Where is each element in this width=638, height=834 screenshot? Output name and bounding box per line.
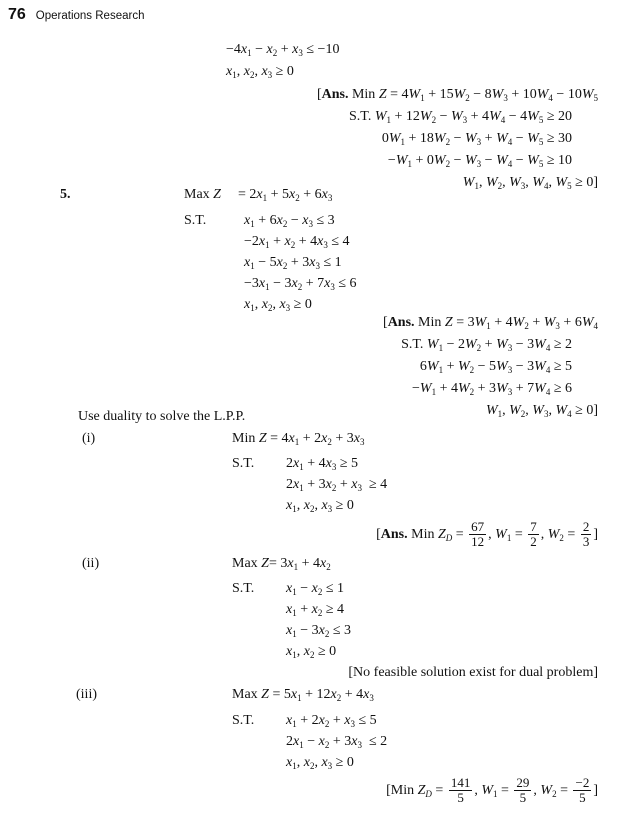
answer-line [412, 380, 572, 398]
fraction [528, 520, 539, 549]
fraction [449, 776, 473, 805]
constraint [286, 455, 358, 473]
subproblem-label: (ii) [82, 556, 100, 571]
constraint [244, 212, 335, 230]
math-line: $x_1$, $x_2$, $x_3 \ge 0$ [226, 64, 294, 80]
constraint [226, 41, 339, 59]
subproblem-label: (iii) [76, 687, 97, 702]
math-line: [Ans. Min $Z_D$ = $\frac{67}{12}$ , $W_1$ = $\frac{7}{2}$ , $W_2$ = $\frac{2}{3}$ ] [376, 519, 598, 550]
fraction [581, 520, 592, 549]
math-line: $x_1$, $x_2$, $x_3 \ge 0$ [286, 498, 354, 514]
math-line: $x_1$, $x_2$, $x_3 \ge 0$ [244, 297, 312, 313]
page-number: 76 [8, 6, 26, 23]
objective [232, 430, 365, 448]
math-line: S.T. $W_1 + 12W_2 - W_3 + 4W_4 - 4W_5 \ge 20$ [349, 109, 572, 125]
math-line: $W_1$, $W_2$, $W_3$, $W_4$, $W_5 \ge 0$] [462, 175, 598, 191]
math-line: $-4x_1 - x_2 + x_3 \le -10$ [226, 42, 340, 58]
math-line: $x_1$, $x_2 \ge 0$ [286, 644, 337, 660]
numerator: 67 [471, 519, 485, 535]
subject-to: S.T. [232, 713, 255, 728]
answer-line: [No feasible solution exist for dual problem] [348, 665, 598, 680]
answer-line [486, 402, 598, 420]
constraint [244, 275, 357, 293]
fraction [573, 776, 591, 805]
answer-line [382, 130, 572, 148]
math-line: = $2x_1 + 5x_2 + 6x_3$ [238, 187, 333, 203]
constraint [286, 580, 344, 598]
fraction [469, 520, 486, 549]
math-line: $0W_1 + 18W_2 - W_3 + W_4 - W_5 \ge 30$ [381, 131, 572, 147]
nonnegativity [286, 643, 336, 661]
problem-number: 5. [60, 187, 71, 202]
math-line: $x_1 - 3x_2 \le 3$ [286, 623, 352, 639]
objective-label [184, 186, 221, 204]
denominator: 5 [579, 790, 586, 806]
math-line: $2x_1 + 3x_2 + x_3 \ge 4$ [286, 477, 388, 493]
math-line: $W_1$, $W_2$, $W_3$, $W_4 \ge 0$] [485, 403, 598, 419]
nonnegativity [286, 497, 354, 515]
numerator: 2 [582, 519, 590, 535]
math-line: [Ans. Min $Z = 3W_1 + 4W_2 + W_3 + 6W_4$ [383, 315, 598, 331]
math-line: $x_1 - x_2 \le 1$ [286, 581, 345, 597]
math-line: $-2x_1 + x_2 + 4x_3 \le 4$ [244, 234, 350, 250]
denominator: 5 [457, 790, 464, 806]
answer-line [388, 152, 572, 170]
numerator: 7 [530, 519, 537, 535]
constraint [286, 622, 351, 640]
math-line: $2x_1 + 4x_3 \ge 5$ [286, 456, 359, 472]
math-line: [Min $Z_D$ = $\frac{141}{5}$ , $W_1$ = $\frac{29}{5}$ , $W_2$ = $\frac{-2}{5}$ ] [386, 775, 598, 806]
answer-line [317, 86, 598, 104]
constraint [286, 601, 344, 619]
math-line: $x_1 + 2x_2 + x_3 \le 5$ [286, 713, 377, 729]
answer-line [420, 358, 572, 376]
section-intro: Use duality to solve the L.P.P. [78, 409, 246, 424]
math-line: $-W_1 + 4W_2 + 3W_3 + 7W_4 \ge 6$ [412, 381, 572, 397]
constraint [286, 712, 377, 730]
math-line: $-3x_1 - 3x_2 + 7x_3 \le 6$ [244, 276, 357, 292]
answer-line [463, 174, 598, 192]
math-line: $6W_1 + W_2 - 5W_3 - 3W_4 \ge 5$ [419, 359, 572, 375]
answer-line [401, 336, 572, 354]
constraint [286, 733, 387, 751]
math-line: $x_1 + 6x_2 - x_3 \le 3$ [244, 213, 335, 229]
math-line: Min $Z = 4x_1 + 2x_2 + 3x_3$ [232, 431, 365, 447]
constraint [286, 476, 387, 494]
running-header [8, 6, 144, 24]
math-line: Max Z [184, 187, 221, 202]
math-line: $2x_1 - x_2 + 3x_3 \le 2$ [286, 734, 388, 750]
subproblem-label: (i) [82, 431, 96, 446]
objective [232, 555, 331, 573]
objective [232, 686, 374, 704]
numerator: −2 [575, 775, 590, 791]
subject-to: S.T. [232, 456, 255, 471]
math-line: Max $Z = 5x_1 + 12x_2 + 4x_3$ [232, 687, 374, 703]
constraint [244, 233, 350, 251]
denominator: 3 [582, 534, 590, 550]
fraction [514, 776, 531, 805]
subject-to: S.T. [184, 213, 207, 228]
answer-line [386, 776, 598, 806]
math-line: $x_1$, $x_2$, $x_3 \ge 0$ [286, 755, 354, 771]
numerator: 29 [516, 775, 530, 791]
objective [238, 186, 332, 204]
numerator: 141 [450, 775, 471, 791]
subject-to: S.T. [232, 581, 255, 596]
math-line: $-W_1 + 0W_2 - W_3 - W_4 - W_5 \ge 10$ [387, 153, 572, 169]
math-line: Max $Z= 3x_1 + 4x_2$ [232, 556, 331, 572]
book-title: Operations Research [35, 10, 145, 22]
constraint [244, 254, 342, 272]
math-line: $x_1 + x_2 \ge 4$ [286, 602, 345, 618]
denominator: 2 [530, 534, 537, 550]
nonnegativity [286, 754, 354, 772]
answer-line [349, 108, 572, 126]
math-line: [Ans. Min $Z = 4W_1 + 15W_2 - 8W_3 + 10W_4 - 10W_5$ [316, 87, 598, 103]
answer-line [376, 520, 598, 550]
answer-line [383, 314, 598, 332]
math-line: S.T. $W_1 - 2W_2 + W_3 - 3W_4 \ge 2$ [401, 337, 572, 353]
nonnegativity [244, 296, 312, 314]
math-line: $x_1 - 5x_2 + 3x_3 \le 1$ [244, 255, 342, 271]
denominator: 5 [519, 790, 527, 806]
nonnegativity [226, 63, 294, 81]
denominator: 12 [471, 534, 485, 550]
